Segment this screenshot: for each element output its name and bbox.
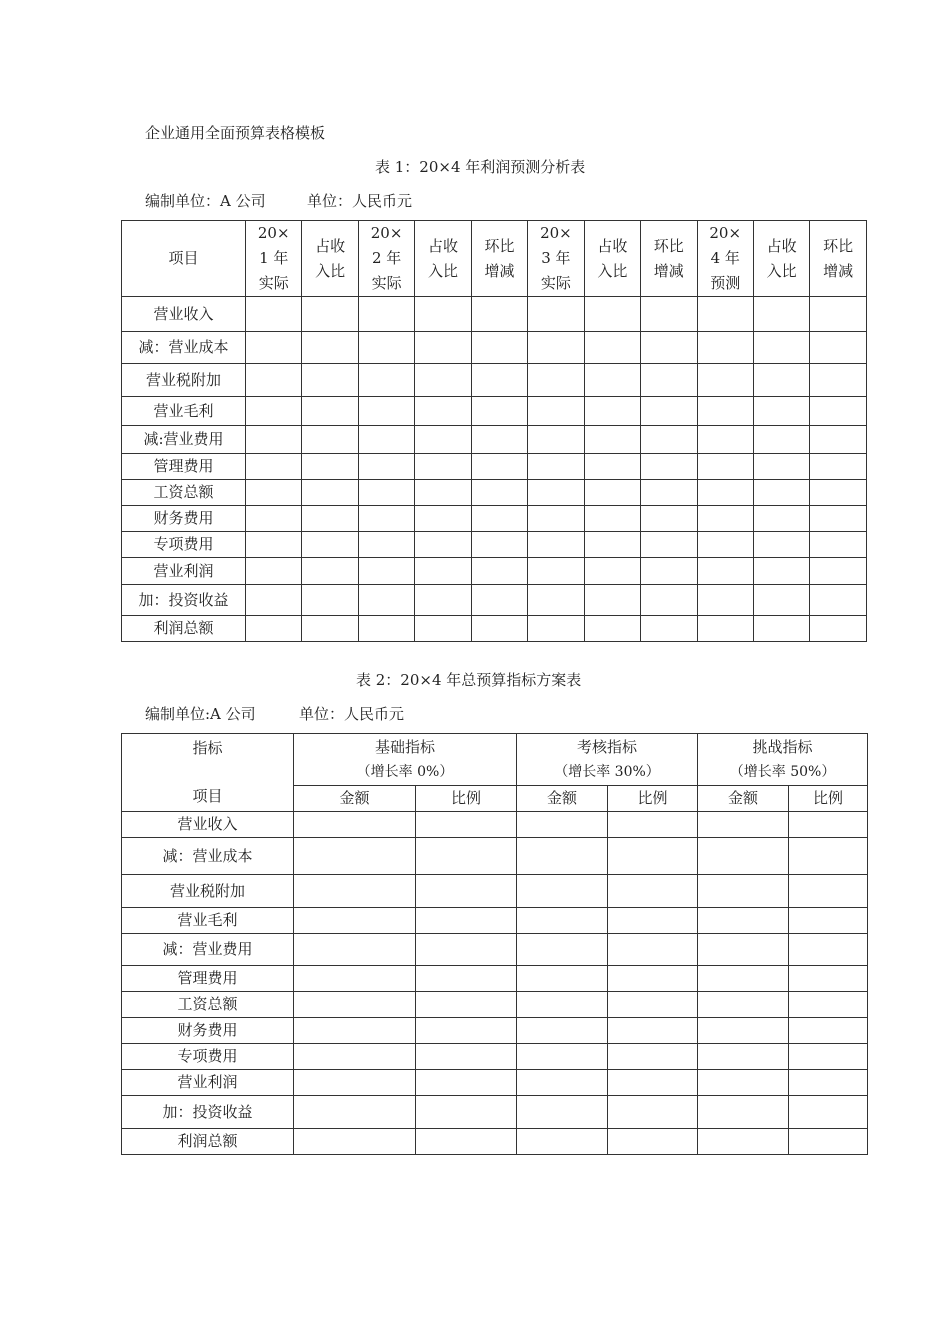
value-cell[interactable] bbox=[789, 1070, 868, 1096]
value-cell[interactable] bbox=[294, 838, 416, 875]
value-cell[interactable] bbox=[584, 332, 640, 364]
table2-corner-cell bbox=[122, 734, 294, 812]
corner-top-label: 指标 bbox=[192, 739, 223, 757]
value-cell[interactable] bbox=[810, 297, 866, 332]
value-cell[interactable] bbox=[471, 616, 527, 642]
value-cell[interactable] bbox=[697, 426, 753, 454]
value-cell[interactable] bbox=[584, 454, 640, 480]
value-cell[interactable] bbox=[528, 506, 584, 532]
value-cell[interactable] bbox=[358, 426, 414, 454]
ratio-header: 比例 bbox=[416, 786, 517, 812]
value-cell[interactable] bbox=[358, 480, 414, 506]
table2-caption: 表 2：20×4 年总预算指标方案表 bbox=[356, 671, 582, 689]
value-cell[interactable] bbox=[528, 297, 584, 332]
value-cell[interactable] bbox=[641, 506, 697, 532]
indicator-group-header bbox=[698, 734, 868, 786]
value-cell[interactable] bbox=[416, 875, 517, 908]
value-cell[interactable] bbox=[789, 966, 868, 992]
value-cell[interactable] bbox=[528, 532, 584, 558]
value-cell[interactable] bbox=[608, 908, 698, 934]
value-cell[interactable] bbox=[246, 364, 302, 397]
value-cell[interactable] bbox=[697, 332, 753, 364]
amount-header: 金额 bbox=[517, 786, 608, 812]
value-cell[interactable] bbox=[584, 585, 640, 616]
table1-header-cell: 项目 bbox=[122, 221, 246, 297]
value-cell[interactable] bbox=[697, 480, 753, 506]
value-cell[interactable] bbox=[753, 397, 809, 426]
value-cell[interactable] bbox=[584, 558, 640, 585]
row-label: 管理费用 bbox=[122, 454, 246, 480]
table-row bbox=[122, 1129, 868, 1155]
value-cell[interactable] bbox=[641, 585, 697, 616]
value-cell[interactable] bbox=[246, 585, 302, 616]
value-cell[interactable] bbox=[810, 585, 866, 616]
value-cell[interactable] bbox=[358, 332, 414, 364]
value-cell[interactable] bbox=[810, 616, 866, 642]
value-cell[interactable] bbox=[358, 558, 414, 585]
row-label: 减：营业费用 bbox=[122, 934, 294, 966]
value-cell[interactable] bbox=[810, 558, 866, 585]
value-cell[interactable] bbox=[697, 364, 753, 397]
group-growth-rate: （增长率 50%） bbox=[729, 763, 836, 780]
value-cell[interactable] bbox=[528, 616, 584, 642]
table1-header-row bbox=[122, 221, 867, 297]
table1-header-cell: 20× 3 年 实际 bbox=[528, 221, 584, 297]
table-row bbox=[122, 838, 868, 875]
table2-group-row bbox=[122, 734, 868, 786]
value-cell[interactable] bbox=[789, 1018, 868, 1044]
table1-header-cell: 20× 2 年 实际 bbox=[358, 221, 414, 297]
value-cell[interactable] bbox=[246, 454, 302, 480]
table-row bbox=[122, 364, 867, 397]
row-label: 利润总额 bbox=[122, 1129, 294, 1155]
value-cell[interactable] bbox=[246, 532, 302, 558]
table-row bbox=[122, 966, 868, 992]
value-cell[interactable] bbox=[517, 875, 608, 908]
value-cell[interactable] bbox=[641, 532, 697, 558]
value-cell[interactable] bbox=[302, 532, 358, 558]
value-cell[interactable] bbox=[789, 934, 868, 966]
value-cell[interactable] bbox=[415, 585, 471, 616]
value-cell[interactable] bbox=[753, 364, 809, 397]
value-cell[interactable] bbox=[789, 875, 868, 908]
table-row bbox=[122, 480, 867, 506]
value-cell[interactable] bbox=[698, 908, 789, 934]
value-cell[interactable] bbox=[517, 1018, 608, 1044]
row-label: 营业毛利 bbox=[122, 908, 294, 934]
value-cell[interactable] bbox=[753, 616, 809, 642]
value-cell[interactable] bbox=[246, 558, 302, 585]
value-cell[interactable] bbox=[789, 838, 868, 875]
table1-caption: 表 1：20×4 年利润预测分析表 bbox=[375, 158, 586, 176]
row-label: 减：营业成本 bbox=[122, 332, 246, 364]
value-cell[interactable] bbox=[584, 364, 640, 397]
value-cell[interactable] bbox=[641, 616, 697, 642]
value-cell[interactable] bbox=[415, 616, 471, 642]
value-cell[interactable] bbox=[698, 1129, 789, 1155]
table-row bbox=[122, 1096, 868, 1129]
value-cell[interactable] bbox=[302, 364, 358, 397]
row-label: 工资总额 bbox=[122, 992, 294, 1018]
value-cell[interactable] bbox=[584, 616, 640, 642]
value-cell[interactable] bbox=[810, 364, 866, 397]
row-label: 财务费用 bbox=[122, 1018, 294, 1044]
value-cell[interactable] bbox=[302, 585, 358, 616]
indicator-group-header bbox=[517, 734, 698, 786]
value-cell[interactable] bbox=[302, 397, 358, 426]
table1-header-cell: 占收 入比 bbox=[302, 221, 358, 297]
value-cell[interactable] bbox=[302, 480, 358, 506]
value-cell[interactable] bbox=[416, 838, 517, 875]
value-cell[interactable] bbox=[753, 585, 809, 616]
value-cell[interactable] bbox=[246, 397, 302, 426]
value-cell[interactable] bbox=[415, 297, 471, 332]
value-cell[interactable] bbox=[415, 332, 471, 364]
value-cell[interactable] bbox=[302, 297, 358, 332]
value-cell[interactable] bbox=[641, 364, 697, 397]
value-cell[interactable] bbox=[608, 875, 698, 908]
table-row bbox=[122, 934, 868, 966]
value-cell[interactable] bbox=[698, 1044, 789, 1070]
indicator-group-header bbox=[294, 734, 517, 786]
table2-unit: 单位：人民币元 bbox=[299, 705, 405, 723]
value-cell[interactable] bbox=[471, 558, 527, 585]
value-cell[interactable] bbox=[698, 1070, 789, 1096]
value-cell[interactable] bbox=[697, 585, 753, 616]
row-label: 专项费用 bbox=[122, 532, 246, 558]
group-growth-rate: （增长率 30%） bbox=[554, 763, 660, 780]
ratio-header: 比例 bbox=[608, 786, 698, 812]
value-cell[interactable] bbox=[697, 558, 753, 585]
value-cell[interactable] bbox=[753, 332, 809, 364]
value-cell[interactable] bbox=[471, 480, 527, 506]
value-cell[interactable] bbox=[608, 838, 698, 875]
value-cell[interactable] bbox=[753, 426, 809, 454]
value-cell[interactable] bbox=[246, 616, 302, 642]
row-label: 专项费用 bbox=[122, 1044, 294, 1070]
row-label: 减:营业费用 bbox=[122, 426, 246, 454]
value-cell[interactable] bbox=[517, 908, 608, 934]
value-cell[interactable] bbox=[302, 454, 358, 480]
value-cell[interactable] bbox=[358, 364, 414, 397]
value-cell[interactable] bbox=[753, 558, 809, 585]
value-cell[interactable] bbox=[789, 908, 868, 934]
value-cell[interactable] bbox=[246, 426, 302, 454]
value-cell[interactable] bbox=[789, 1129, 868, 1155]
value-cell[interactable] bbox=[698, 838, 789, 875]
value-cell[interactable] bbox=[641, 454, 697, 480]
table-row bbox=[122, 426, 867, 454]
value-cell[interactable] bbox=[416, 1018, 517, 1044]
ratio-header: 比例 bbox=[789, 786, 868, 812]
value-cell[interactable] bbox=[608, 992, 698, 1018]
value-cell[interactable] bbox=[416, 966, 517, 992]
budget-plan-table bbox=[121, 733, 868, 1155]
value-cell[interactable] bbox=[528, 397, 584, 426]
value-cell[interactable] bbox=[294, 875, 416, 908]
table-row bbox=[122, 616, 867, 642]
value-cell[interactable] bbox=[517, 838, 608, 875]
value-cell[interactable] bbox=[641, 332, 697, 364]
table-row bbox=[122, 908, 868, 934]
value-cell[interactable] bbox=[584, 506, 640, 532]
value-cell[interactable] bbox=[641, 397, 697, 426]
value-cell[interactable] bbox=[608, 966, 698, 992]
value-cell[interactable] bbox=[415, 532, 471, 558]
value-cell[interactable] bbox=[471, 585, 527, 616]
value-cell[interactable] bbox=[584, 426, 640, 454]
corner-bottom-label: 项目 bbox=[192, 787, 223, 805]
table1-header-cell: 占收 入比 bbox=[584, 221, 640, 297]
value-cell[interactable] bbox=[789, 812, 868, 838]
group-name: 挑战指标 bbox=[752, 737, 813, 756]
value-cell[interactable] bbox=[528, 585, 584, 616]
value-cell[interactable] bbox=[608, 1096, 698, 1129]
table1-unit: 单位：人民币元 bbox=[307, 192, 413, 210]
value-cell[interactable] bbox=[753, 480, 809, 506]
value-cell[interactable] bbox=[528, 426, 584, 454]
value-cell[interactable] bbox=[517, 812, 608, 838]
table-row bbox=[122, 812, 868, 838]
row-label: 管理费用 bbox=[122, 966, 294, 992]
table-row bbox=[122, 297, 867, 332]
value-cell[interactable] bbox=[294, 1129, 416, 1155]
value-cell[interactable] bbox=[415, 454, 471, 480]
value-cell[interactable] bbox=[528, 454, 584, 480]
document-title: 企业通用全面预算表格模板 bbox=[145, 124, 326, 142]
table-row bbox=[122, 585, 867, 616]
value-cell[interactable] bbox=[302, 506, 358, 532]
value-cell[interactable] bbox=[641, 558, 697, 585]
value-cell[interactable] bbox=[584, 297, 640, 332]
value-cell[interactable] bbox=[753, 454, 809, 480]
value-cell[interactable] bbox=[358, 506, 414, 532]
value-cell[interactable] bbox=[810, 426, 866, 454]
row-label: 加：投资收益 bbox=[122, 585, 246, 616]
value-cell[interactable] bbox=[608, 934, 698, 966]
row-label: 营业收入 bbox=[122, 297, 246, 332]
value-cell[interactable] bbox=[584, 397, 640, 426]
value-cell[interactable] bbox=[416, 1096, 517, 1129]
row-label: 财务费用 bbox=[122, 506, 246, 532]
value-cell[interactable] bbox=[415, 506, 471, 532]
value-cell[interactable] bbox=[789, 1044, 868, 1070]
value-cell[interactable] bbox=[471, 506, 527, 532]
value-cell[interactable] bbox=[416, 908, 517, 934]
value-cell[interactable] bbox=[608, 812, 698, 838]
value-cell[interactable] bbox=[517, 1070, 608, 1096]
value-cell[interactable] bbox=[810, 397, 866, 426]
table-row bbox=[122, 992, 868, 1018]
value-cell[interactable] bbox=[358, 454, 414, 480]
value-cell[interactable] bbox=[471, 364, 527, 397]
value-cell[interactable] bbox=[294, 1070, 416, 1096]
group-name: 基础指标 bbox=[375, 737, 436, 756]
value-cell[interactable] bbox=[358, 585, 414, 616]
value-cell[interactable] bbox=[415, 558, 471, 585]
value-cell[interactable] bbox=[294, 1018, 416, 1044]
value-cell[interactable] bbox=[471, 332, 527, 364]
value-cell[interactable] bbox=[302, 332, 358, 364]
profit-forecast-table bbox=[121, 220, 867, 642]
table-row bbox=[122, 1018, 868, 1044]
value-cell[interactable] bbox=[810, 454, 866, 480]
value-cell[interactable] bbox=[608, 1018, 698, 1044]
group-growth-rate: （增长率 0%） bbox=[356, 763, 454, 780]
value-cell[interactable] bbox=[294, 966, 416, 992]
table-row bbox=[122, 332, 867, 364]
value-cell[interactable] bbox=[416, 992, 517, 1018]
value-cell[interactable] bbox=[517, 1129, 608, 1155]
table-row bbox=[122, 875, 868, 908]
value-cell[interactable] bbox=[294, 1096, 416, 1129]
value-cell[interactable] bbox=[584, 532, 640, 558]
value-cell[interactable] bbox=[416, 1044, 517, 1070]
table1-org: 编制单位：A 公司 bbox=[145, 192, 266, 210]
value-cell[interactable] bbox=[698, 992, 789, 1018]
value-cell[interactable] bbox=[415, 426, 471, 454]
table-row bbox=[122, 1044, 868, 1070]
value-cell[interactable] bbox=[584, 480, 640, 506]
value-cell[interactable] bbox=[641, 426, 697, 454]
value-cell[interactable] bbox=[753, 297, 809, 332]
row-label: 利润总额 bbox=[122, 616, 246, 642]
value-cell[interactable] bbox=[415, 397, 471, 426]
value-cell[interactable] bbox=[528, 558, 584, 585]
table-row bbox=[122, 1070, 868, 1096]
table-row bbox=[122, 454, 867, 480]
value-cell[interactable] bbox=[698, 875, 789, 908]
value-cell[interactable] bbox=[294, 1044, 416, 1070]
table1-header-cell: 20× 4 年 预测 bbox=[697, 221, 753, 297]
value-cell[interactable] bbox=[517, 934, 608, 966]
value-cell[interactable] bbox=[517, 992, 608, 1018]
value-cell[interactable] bbox=[697, 297, 753, 332]
value-cell[interactable] bbox=[358, 616, 414, 642]
value-cell[interactable] bbox=[608, 1070, 698, 1096]
row-label: 工资总额 bbox=[122, 480, 246, 506]
table1-header-cell: 占收 入比 bbox=[415, 221, 471, 297]
value-cell[interactable] bbox=[416, 1129, 517, 1155]
value-cell[interactable] bbox=[302, 426, 358, 454]
value-cell[interactable] bbox=[608, 1044, 698, 1070]
value-cell[interactable] bbox=[753, 506, 809, 532]
value-cell[interactable] bbox=[810, 480, 866, 506]
value-cell[interactable] bbox=[810, 506, 866, 532]
value-cell[interactable] bbox=[698, 966, 789, 992]
value-cell[interactable] bbox=[246, 480, 302, 506]
value-cell[interactable] bbox=[302, 558, 358, 585]
table1-header-cell: 20× 1 年 实际 bbox=[246, 221, 302, 297]
value-cell[interactable] bbox=[471, 426, 527, 454]
row-label: 营业利润 bbox=[122, 1070, 294, 1096]
value-cell[interactable] bbox=[528, 364, 584, 397]
value-cell[interactable] bbox=[528, 480, 584, 506]
value-cell[interactable] bbox=[471, 454, 527, 480]
value-cell[interactable] bbox=[698, 934, 789, 966]
value-cell[interactable] bbox=[698, 812, 789, 838]
row-label: 营业税附加 bbox=[122, 875, 294, 908]
value-cell[interactable] bbox=[294, 992, 416, 1018]
value-cell[interactable] bbox=[517, 1044, 608, 1070]
value-cell[interactable] bbox=[358, 297, 414, 332]
value-cell[interactable] bbox=[294, 908, 416, 934]
value-cell[interactable] bbox=[358, 532, 414, 558]
table-row bbox=[122, 532, 867, 558]
value-cell[interactable] bbox=[246, 332, 302, 364]
value-cell[interactable] bbox=[416, 812, 517, 838]
row-label: 营业税附加 bbox=[122, 364, 246, 397]
value-cell[interactable] bbox=[697, 532, 753, 558]
value-cell[interactable] bbox=[246, 506, 302, 532]
value-cell[interactable] bbox=[753, 532, 809, 558]
value-cell[interactable] bbox=[517, 966, 608, 992]
value-cell[interactable] bbox=[471, 297, 527, 332]
value-cell[interactable] bbox=[697, 616, 753, 642]
table1-header-cell: 环比 增减 bbox=[810, 221, 866, 297]
value-cell[interactable] bbox=[608, 1129, 698, 1155]
value-cell[interactable] bbox=[789, 1096, 868, 1129]
value-cell[interactable] bbox=[528, 332, 584, 364]
value-cell[interactable] bbox=[294, 812, 416, 838]
value-cell[interactable] bbox=[810, 532, 866, 558]
value-cell[interactable] bbox=[471, 397, 527, 426]
row-label: 加：投资收益 bbox=[122, 1096, 294, 1129]
value-cell[interactable] bbox=[415, 364, 471, 397]
value-cell[interactable] bbox=[246, 297, 302, 332]
value-cell[interactable] bbox=[641, 297, 697, 332]
value-cell[interactable] bbox=[698, 1018, 789, 1044]
value-cell[interactable] bbox=[697, 454, 753, 480]
row-label: 营业利润 bbox=[122, 558, 246, 585]
value-cell[interactable] bbox=[471, 532, 527, 558]
value-cell[interactable] bbox=[416, 1070, 517, 1096]
table2-org: 编制单位:A 公司 bbox=[145, 705, 256, 723]
value-cell[interactable] bbox=[810, 332, 866, 364]
value-cell[interactable] bbox=[294, 934, 416, 966]
value-cell[interactable] bbox=[416, 934, 517, 966]
value-cell[interactable] bbox=[641, 480, 697, 506]
table-row bbox=[122, 506, 867, 532]
table1-header-cell: 环比 增减 bbox=[641, 221, 697, 297]
value-cell[interactable] bbox=[697, 506, 753, 532]
value-cell[interactable] bbox=[697, 397, 753, 426]
group-name: 考核指标 bbox=[577, 737, 638, 756]
value-cell[interactable] bbox=[789, 992, 868, 1018]
table-row bbox=[122, 397, 867, 426]
row-label: 营业毛利 bbox=[122, 397, 246, 426]
row-label: 营业收入 bbox=[122, 812, 294, 838]
amount-header: 金额 bbox=[698, 786, 789, 812]
table-row bbox=[122, 558, 867, 585]
row-label: 减：营业成本 bbox=[122, 838, 294, 875]
table1-header-cell: 占收 入比 bbox=[753, 221, 809, 297]
value-cell[interactable] bbox=[517, 1096, 608, 1129]
table1-header-cell: 环比 增减 bbox=[471, 221, 527, 297]
value-cell[interactable] bbox=[698, 1096, 789, 1129]
amount-header: 金额 bbox=[294, 786, 416, 812]
value-cell[interactable] bbox=[415, 480, 471, 506]
value-cell[interactable] bbox=[302, 616, 358, 642]
value-cell[interactable] bbox=[358, 397, 414, 426]
